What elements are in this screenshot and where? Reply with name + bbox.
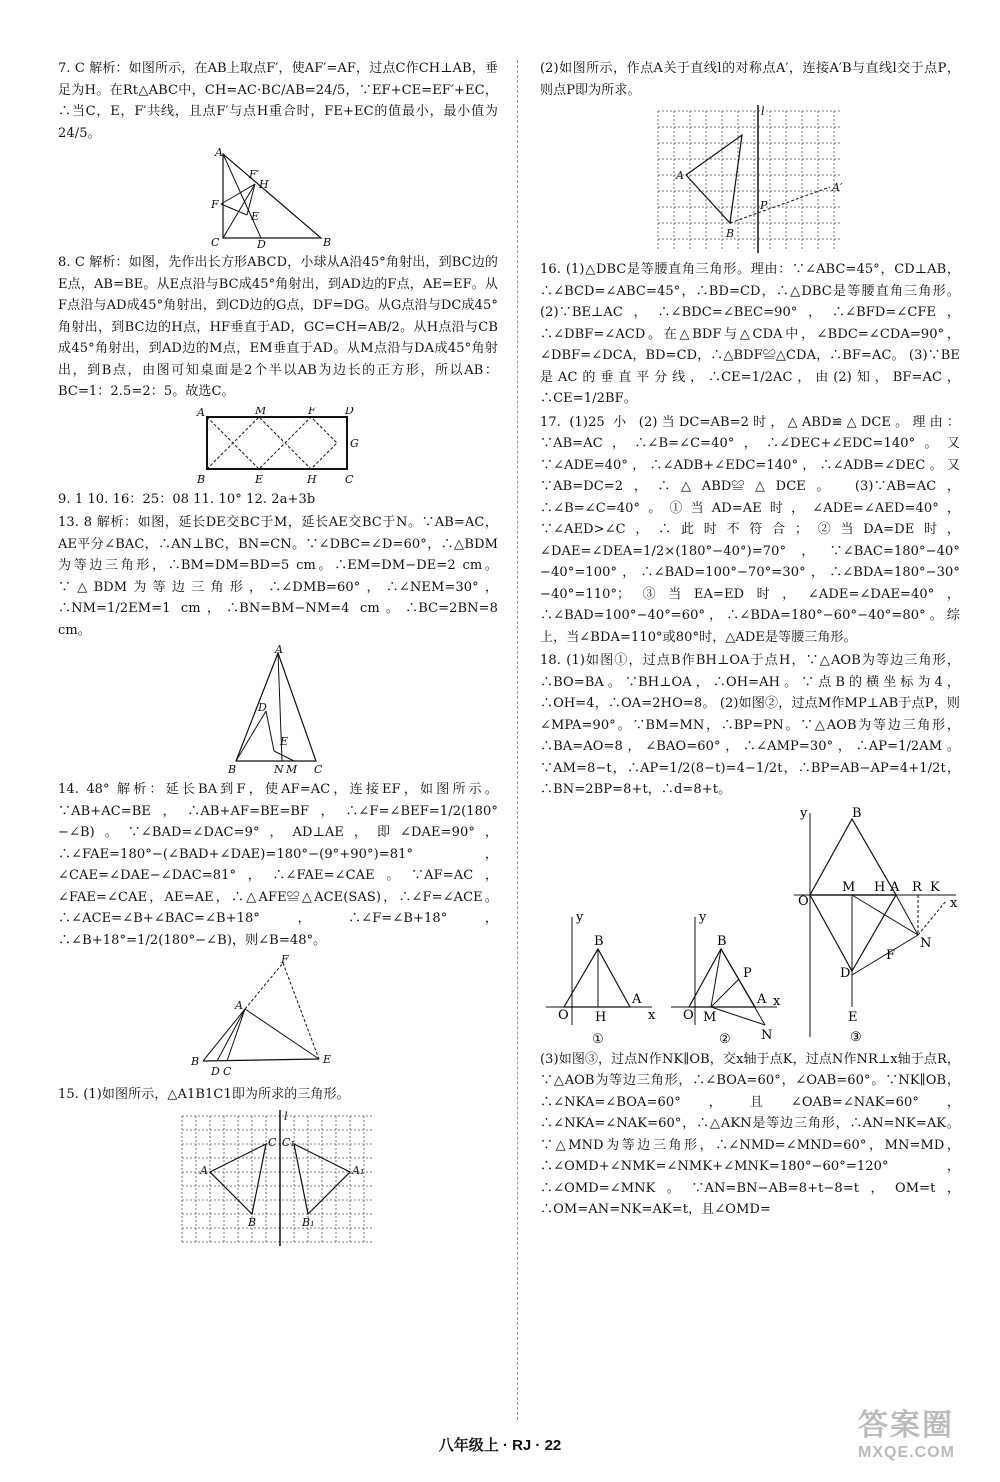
- fig18-1-label-b: B: [594, 933, 604, 949]
- fig15b-label-p: P: [760, 199, 768, 212]
- fig18-3-label-x: x: [950, 895, 958, 911]
- answer-17: 17. (1)25 小 (2)当DC=AB=2时，△ABD≌△DCE。理由：∵AB=AC，∴∠B=∠C=40°，∴∠DEC+∠EDC=140°。又∵∠ADE=40°，∴∠ADB+∠EDC=140°，∴∠ADB=∠DEC。又∵AB=DC=2，∴△ABD≌△DCE。 (3)∵AB=AC，∴∠B=∠C=40°。①当AD=AE时，∠ADE=∠AED=40°，∵∠AED>∠C，∴此时不符合；②当DA=DE时，∠DAE=∠DEA=1/2×(180°−40°)=70°，∵∠BAC=180°−40°−40°=100°，∴∠BAD=100°−70°=30°，∴∠BDA=180°−30°−40°=110°；③当EA=ED时，∠ADE=∠DAE=40°，∴∠BAD=100°−40°=60°，∴∠BDA=180°−60°−40°=80°。综上，当∠BDA=110°或80°时，△ADE是等腰三角形。: [540, 414, 960, 645]
- fig15b-label-a-prime: A′: [832, 181, 843, 194]
- fig8-label-m: M: [255, 406, 267, 417]
- figure-18-1: [540, 907, 660, 1047]
- answer-15-part1: 15. (1)如图所示，△A1B1C1即为所求的三角形。: [58, 1087, 350, 1102]
- fig8-label-b: B: [197, 472, 206, 485]
- fig8-label-f: F: [308, 406, 316, 417]
- fig8-label-h: H: [307, 472, 317, 485]
- answer-16: 16. (1)△DBC是等腰直角三角形。理由：∵∠ABC=45°，CD⊥AB，∴∠BCD=∠ABC=45°，∴BD=CD，∴△DBC是等腰直角三角形。 (2)∵BE⊥AC，∴∠BDC=∠BEC=90°，∴∠BFD=∠CFE，∴∠DBF=∠ACD。在△BDF与△CDA中，∠BDC=∠CDA=90°，∠DBF=∠DCA，BD=CD，∴△BDF≌△CDA，∴BF=AC。 (3)∵BE是AC的垂直平分线，∴CE=1/2AC，由(2)知，BF=AC，∴CE=1/2BF。: [540, 262, 960, 406]
- fig18-2-label-b: B: [717, 933, 727, 949]
- fig18-2-label-n: N: [761, 1027, 773, 1043]
- watermark-logo: [858, 1400, 988, 1470]
- fig7-label-d: D: [257, 238, 266, 248]
- fig18-1-label-h: H: [595, 1009, 607, 1025]
- fig14-label-d: D: [211, 1065, 220, 1078]
- fig13-label-d: D: [258, 701, 267, 714]
- watermark-top: 答案圈: [858, 1409, 954, 1442]
- figure-14: [183, 955, 373, 1080]
- fig7-label-b: B: [323, 236, 332, 248]
- figure-7: [203, 148, 353, 248]
- fig8-label-g: G: [350, 436, 359, 450]
- fig18-3-label-h: H: [874, 879, 886, 895]
- fig18-3-label-r: R: [912, 879, 922, 895]
- figure-18-2: [665, 907, 785, 1047]
- fig7-label-a: A: [215, 148, 224, 159]
- answer-18: 18. (1)如图①，过点B作BH⊥OA于点H，∵△AOB为等边三角形，∴BO=BA。∵BH⊥OA，∴OH=AH。∵点B的横坐标为4，∴OH=4，∴OA=2HO=8。 (2)如图②，过点M作MP⊥AB于点P，则∠MPA=90°。∵BM=MN，∴BP=PN。∵△AOB为等边三角形，∴BA=AO=8，∠BAO=60°，∴∠AMP=30°，∴AP=1/2AM。∵AM=8−t，∴AP=1/2(8−t)=4−1/2t，∴BP=AB−AP=4+1/2t，∴BN=2BP=8+t，∴d=8+t。: [540, 653, 960, 797]
- fig7-label-f1: F′: [249, 168, 260, 181]
- fig8-label-a: A: [197, 406, 206, 419]
- answer-18-part3: (3)如图③，过点N作NK∥OB，交x轴于点K，过点N作NR⊥x轴于点R，∵△AOB为等边三角形，∴∠BOA=60°，∠OAB=60°。∵NK∥OB，∴∠NKA=∠BOA=60°，且∠OAB=∠NAK=60°，∴∠NKA=∠NAK=60°，∴△AKN是等边三角形，∴AN=NK=AK。∵△MND为等边三角形，∴∠NMD=∠MND=60°，MN=MD，∴∠OMD+∠NMK=∠NMK+∠MNK=180°−60°=120°，∴∠OMD=∠MNK。∵AN=BN−AB=8+t−8=t，OM=t，∴OM=AN=NK=AK=t，且∠OMD=: [540, 1051, 960, 1217]
- fig13-label-c: C: [314, 763, 323, 775]
- watermark-bottom: MXQE.COM: [858, 1444, 955, 1461]
- answer-15-part2: (2)如图所示，作点A关于直线l的对称点A′，连接A′B与直线l交于点P，则点P即为所求。: [540, 61, 960, 98]
- answer-14: 14. 48° 解析：延长BA到F，使AF=AC，连接EF，如图所示。∵AB+AC=BE，∴AB+AF=BE=BF，∴∠F=∠BEF=1/2(180°−∠B)。∵∠BAD=∠DAC=9°，AD⊥AE，即∠DAE=90°，∴∠FAE=180°−(∠BAD+∠DAE)=180°−(9°+90°)=81°，∠CAE=∠DAE−∠DAC=81°，∴∠FAE=∠CAE。∵AF=AC，∠FAE=∠CAE，AE=AE，∴△AFE≌△ACE(SAS)，∴∠F=∠ACE。∴∠ACE=∠B+∠BAC=∠B+18°，∴∠F=∠B+18°，∴∠B+18°=1/2(180°−∠B)，则∠B=48°。: [58, 782, 498, 948]
- fig15a-label-c: C: [268, 1135, 277, 1149]
- fig18-3-label-a: A: [890, 879, 900, 895]
- page-footer: 八年级上 · RJ · 22: [438, 1437, 562, 1454]
- fig7-label-e: E: [251, 210, 260, 223]
- fig14-label-a: A: [235, 999, 244, 1012]
- figure-8: [193, 407, 363, 485]
- fig15a-label-c1: C₁: [282, 1135, 296, 1149]
- fig18-2-label-o: O: [683, 1007, 694, 1023]
- column-divider: [517, 60, 518, 1420]
- figure-15-grid-1: [178, 1110, 378, 1250]
- fig13-label-e: E: [280, 735, 289, 748]
- fig14-label-b: B: [191, 1055, 200, 1068]
- figure-13: [218, 645, 338, 775]
- fig15a-label-b: B: [248, 1215, 257, 1229]
- fig15a-label-a1: A₁: [352, 1163, 365, 1177]
- fig8-label-c: C: [345, 472, 354, 485]
- answer-7: 7. C 解析：如图所示，在AB上取点F′，使AF′=AF，过点C作CH⊥AB，垂足为H。在Rt△ABC中，CH=AC·BC/AB=24/5，∵EF+CE=EF′+EC，∴当C，E，F′共线，且点F′与点H重合时，FE+EC的值最小，最小值为24/5。: [58, 61, 498, 141]
- fig18-3-label-o: O: [798, 893, 809, 909]
- fig18-3-label-f: F: [886, 947, 896, 963]
- answer-8: 8. C 解析：如图，先作出长方形ABCD，小球从A沿45°角射出，到BC边的E点，AB=BE。从E点沿与BC成45°角射出，到AD边的F点，AE=EF。从F点沿与AD成45°角射出，到CD边的G点，DF=DG。从G点沿与DC成45°角射出，到BC边的H点，HF垂直于AD，GC=CH=AB/2。从H点沿与CB成45°角射出，到AD边的M点，EM垂直于AD。从M点沿与DA成45°角射出，到B点，由图可知桌面是2个半以AB为边长的正方形，所以AB：BC=1：2.5=2：5。故选C。: [58, 255, 498, 399]
- fig18-1-label-a: A: [632, 991, 642, 1007]
- figure-18-group: [540, 807, 960, 1047]
- answers-9-12: 9. 1 10. 16：25：08 11. 10° 12. 2a+3b: [58, 491, 316, 507]
- figure-15-grid-2: [650, 105, 850, 255]
- fig14-label-f: F: [281, 955, 289, 966]
- fig18-2-label-a: A: [757, 991, 767, 1007]
- fig18-3-label-y: y: [800, 806, 808, 821]
- fig8-label-d: D: [345, 406, 354, 417]
- right-column: [540, 58, 960, 1223]
- fig18-3-label-k: K: [930, 879, 940, 895]
- fig18-2-label-m: M: [703, 1009, 717, 1025]
- figure-18-3: [790, 807, 960, 1047]
- fig15a-label-a: A: [200, 1163, 209, 1177]
- fig18-3-label-b: B: [852, 806, 862, 821]
- fig18-3-label-d: D: [840, 965, 851, 981]
- left-column: [58, 58, 498, 1254]
- fig18-1-label-y: y: [576, 909, 584, 925]
- fig8-label-e: E: [255, 472, 264, 485]
- fig18-2-label-y: y: [699, 909, 707, 925]
- fig18-2-label-x: x: [773, 993, 781, 1009]
- fig15a-label-b1: B₁: [302, 1215, 315, 1229]
- fig18-3-label-e: E: [848, 1009, 858, 1025]
- fig14-label-e: E: [323, 1053, 332, 1066]
- fig18-3-caption: ③: [850, 1029, 862, 1045]
- fig7-label-f: F: [211, 198, 219, 211]
- fig14-label-c: C: [223, 1065, 232, 1078]
- fig15b-label-l: l: [761, 105, 765, 118]
- fig18-1-label-o: O: [558, 1007, 569, 1023]
- fig18-1-caption: ①: [592, 1031, 604, 1047]
- fig13-label-m: M: [286, 763, 298, 775]
- fig18-2-caption: ②: [719, 1031, 731, 1047]
- fig15a-label-l: l: [284, 1109, 288, 1123]
- fig13-label-b: B: [228, 763, 237, 775]
- fig15b-label-b: B: [726, 227, 735, 240]
- fig7-label-c: C: [211, 236, 220, 248]
- fig18-1-label-x: x: [648, 1007, 656, 1023]
- fig13-label-n: N: [274, 763, 284, 775]
- fig18-3-label-n: N: [920, 935, 932, 951]
- fig13-label-a: A: [275, 645, 284, 656]
- fig15b-label-a: A: [676, 169, 685, 182]
- answer-13: 13. 8 解析：如图，延长DE交BC于M，延长AE交BC于N。∵AB=AC，AE平分∠BAC，∴AN⊥BC，BN=CN。∵∠DBC=∠D=60°，∴△BDM为等边三角形，∴BM=DM=BD=5 cm。∴EM=DM−DE=2 cm。∵△BDM为等边三角形，∴∠DMB=60°，∴∠NEM=30°，∴NM=1/2EM=1 cm，∴BN=BM−NM=4 cm。∴BC=2BN=8 cm。: [58, 515, 498, 638]
- fig7-label-h: H: [259, 178, 269, 191]
- fig18-2-label-p: P: [743, 965, 752, 981]
- fig18-3-label-m: M: [842, 879, 856, 895]
